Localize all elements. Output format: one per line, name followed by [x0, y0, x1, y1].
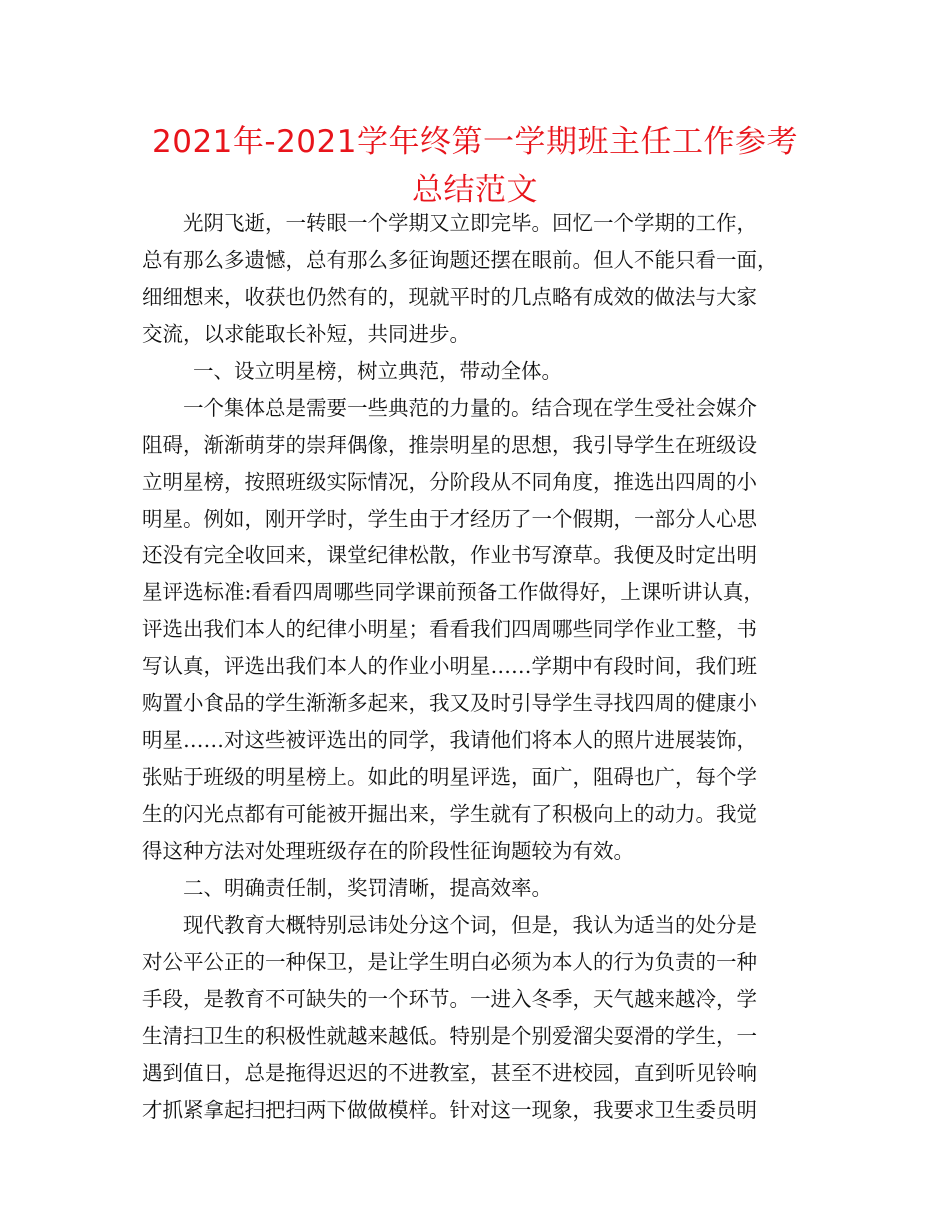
paragraph-line: 总有那么多遗憾，总有那么多征询题还摆在眼前。但人不能只看一面， — [142, 247, 778, 272]
title-line: 总结范文 — [412, 172, 538, 208]
paragraph-line: 对公平公正的一种保卫，是让学生明白必须为本人的行为负责的一种 — [142, 949, 757, 974]
paragraph-line: 一个集体总是需要一些典范的力量的。结合现在学生受社会媒介 — [183, 395, 757, 420]
paragraph-line: 得这种方法对处理班级存在的阶段性征询题较为有效。 — [142, 838, 634, 863]
paragraph-line: 交流，以求能取长补短，共同进步。 — [142, 321, 470, 346]
paragraph-line: 张贴于班级的明星榜上。如此的明星评选，面广，阻碍也广，每个学 — [142, 765, 757, 790]
document-title — [130, 118, 820, 214]
paragraph-line: 细细想来，收获也仍然有的，现就平时的几点略有成效的做法与大家 — [142, 284, 757, 309]
paragraph-line: 生清扫卫生的积极性就越来越低。特别是个别爱溜尖耍滑的学生，一 — [142, 1023, 757, 1048]
paragraph-line: 明星。例如，刚开学时，学生由于才经历了一个假期，一部分人心思 — [142, 506, 757, 531]
section-heading-line: 一、设立明星榜，树立典范，带动全体。 — [193, 358, 562, 383]
paragraph-line: 遇到值日，总是拖得迟迟的不进教室，甚至不进校园，直到听见铃响 — [142, 1060, 757, 1085]
paragraph-line: 写认真，评选出我们本人的作业小明星……学期中有段时间，我们班 — [142, 654, 757, 679]
paragraph-line: 购置小食品的学生渐渐多起来，我又及时引导学生寻找四周的健康小 — [142, 691, 757, 716]
paragraph-line: 二、明确责任制，奖罚清晰，提高效率。 — [183, 875, 552, 900]
paragraph-line: 阻碍，渐渐萌芽的崇拜偶像，推崇明星的思想，我引导学生在班级设 — [142, 432, 757, 457]
paragraph-line: 现代教育大概特别忌讳处分这个词，但是，我认为适当的处分是 — [183, 912, 757, 937]
paragraph-line: 还没有完全收回来，课堂纪律松散，作业书写潦草。我便及时定出明 — [142, 543, 757, 568]
paragraph-line: 手段，是教育不可缺失的一个环节。一进入冬季，天气越来越冷，学 — [142, 986, 757, 1011]
paragraph-line: 明星……对这些被评选出的同学，我请他们将本人的照片进展装饰， — [142, 728, 757, 753]
paragraph-line: 才抓紧拿起扫把扫两下做做模样。针对这一现象，我要求卫生委员明 — [142, 1097, 757, 1122]
paragraph-line: 生的闪光点都有可能被开掘出来，学生就有了积极向上的动力。我觉 — [142, 802, 757, 826]
title-line: 2021年-2021学年终第一学期班主任工作参考 — [152, 124, 798, 160]
document-body — [142, 205, 822, 1128]
paragraph-line: 星评选标准:看看四周哪些同学课前预备工作做得好，上课听讲认真， — [142, 580, 764, 605]
paragraph-line: 评选出我们本人的纪律小明星；看看我们四周哪些同学作业工整，书 — [142, 617, 757, 642]
paragraph-line: 光阴飞逝，一转眼一个学期又立即完毕。回忆一个学期的工作， — [183, 211, 757, 235]
paragraph-line: 立明星榜，按照班级实际情况，分阶段从不同角度，推选出四周的小 — [142, 469, 757, 494]
